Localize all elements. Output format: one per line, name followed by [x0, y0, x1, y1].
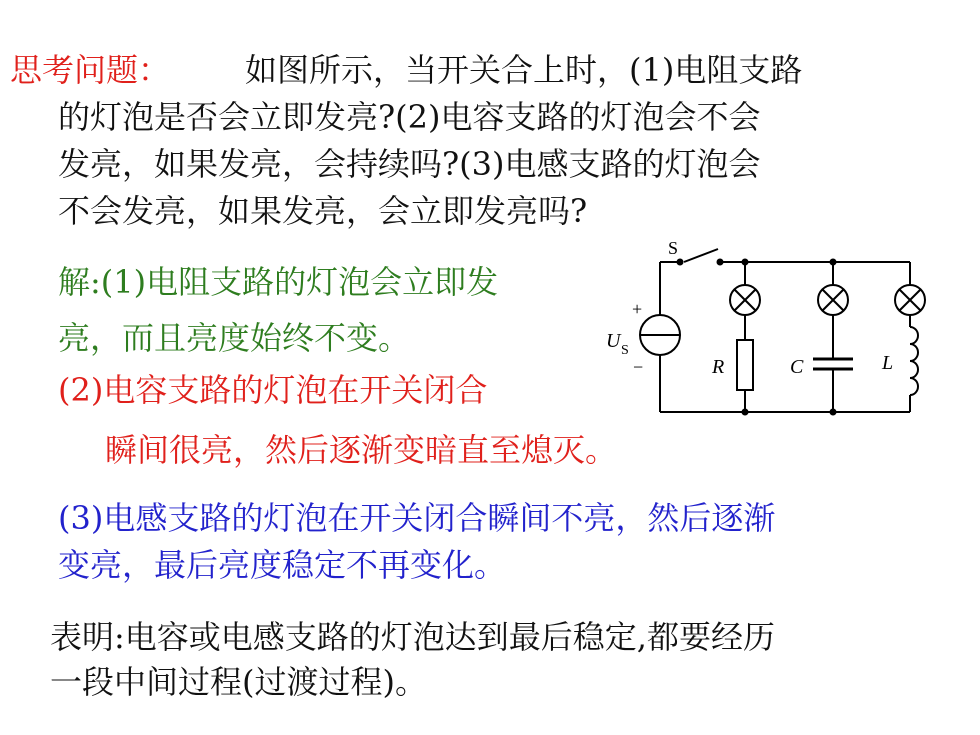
question-label: 思考问题：	[10, 51, 171, 89]
question-line-3: 发亮，如果发亮，会持续吗?(3)电感支路的灯泡会	[58, 145, 761, 183]
resistor-label: R	[712, 356, 725, 378]
answer3-line-1: (3)电感支路的灯泡在开关闭合瞬间不亮，然后逐渐	[58, 499, 776, 537]
inductor-label: L	[882, 352, 894, 374]
lamp-icon-l	[895, 285, 925, 315]
question-line-4: 不会发亮，如果发亮，会立即发亮吗?	[58, 192, 588, 230]
node-bottom-r	[742, 409, 749, 416]
node-top-c	[830, 259, 837, 266]
lamp-icon-r	[730, 285, 760, 315]
capacitor-label: C	[790, 356, 804, 378]
switch-label: S	[668, 238, 679, 258]
circuit-diagram	[600, 235, 940, 425]
node-bottom-c	[830, 409, 837, 416]
source-subscript: S	[621, 343, 629, 358]
answer1-line-2: 亮，而且亮度始终不变。	[58, 319, 411, 357]
answer2-line-1: (2)电容支路的灯泡在开关闭合	[58, 371, 488, 409]
switch-blade	[684, 249, 718, 262]
lamp-icon-c	[818, 285, 848, 315]
question-line-1: 如图所示，当开关合上时，(1)电阻支路	[245, 51, 803, 89]
node-top-r	[742, 259, 749, 266]
answer1-line-1: 解:(1)电阻支路的灯泡会立即发	[58, 263, 499, 301]
conclusion-line-2: 一段中间过程(过渡过程)。	[50, 663, 427, 701]
switch-terminal-left	[677, 259, 684, 266]
conclusion-line-1: 表明:电容或电感支路的灯泡达到最后稳定,都要经历	[50, 618, 775, 656]
answer2-line-2: 瞬间很亮，然后逐渐变暗直至熄灭。	[105, 431, 618, 469]
resistor-icon	[737, 340, 753, 390]
question-line-2: 的灯泡是否会立即发亮?(2)电容支路的灯泡会不会	[58, 98, 761, 136]
source-label: U	[606, 330, 621, 352]
switch-terminal-right	[717, 259, 724, 266]
answer3-line-2: 变亮，最后亮度稳定不再变化。	[58, 546, 507, 584]
inductor-icon	[910, 327, 918, 395]
source-plus: +	[632, 299, 643, 319]
source-minus: −	[633, 357, 644, 377]
